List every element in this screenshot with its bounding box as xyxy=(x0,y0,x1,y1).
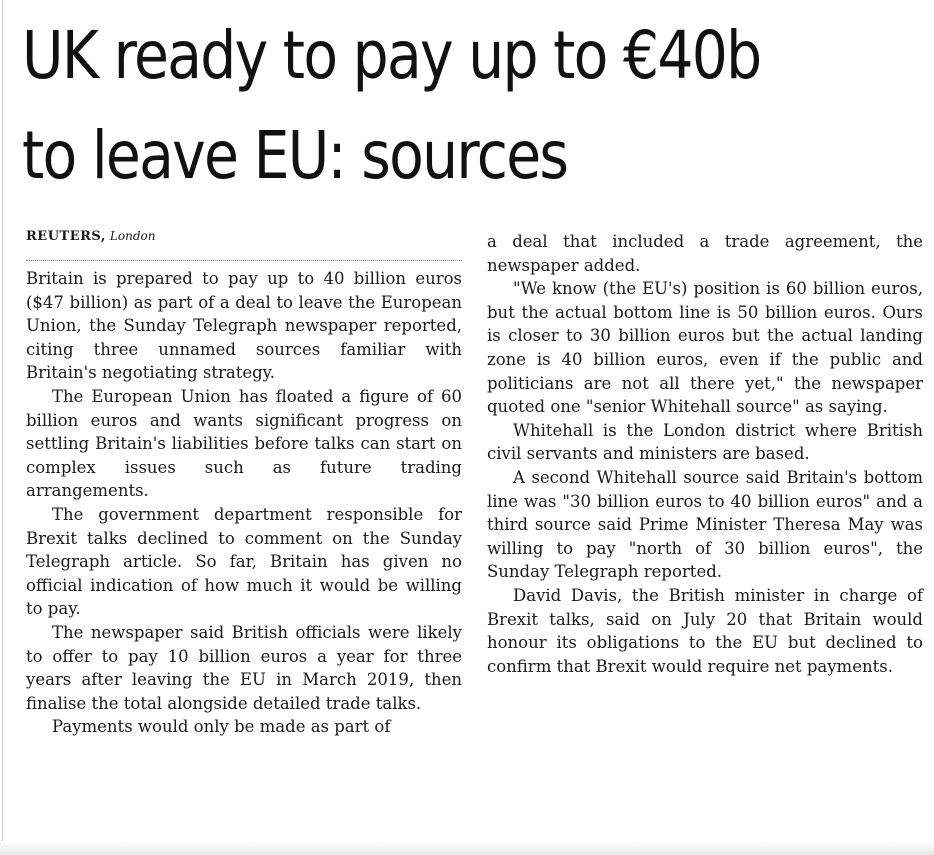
paragraph: Britain is prepared to pay up to 40 billion euros ($47 billion) as part of a deal to leave the European Union, the Sunday Telegraph newspaper reported, citing three unnamed sources familiar with Britain's negotiating strategy. xyxy=(26,269,462,383)
paragraph: David Davis, the British minister in charge of Brexit talks, said on July 20 that Britain would honour its obligations to the EU but declined to confirm that Brexit would require net payments. xyxy=(487,585,923,676)
paragraph: a deal that included a trade agreement, the newspaper added. xyxy=(487,232,923,275)
article-column-left xyxy=(26,226,462,739)
byline xyxy=(26,226,462,261)
headline-line-1: UK ready to pay up to €40b xyxy=(22,17,761,94)
paragraph: Whitehall is the London district where British civil servants and ministers are based. xyxy=(487,420,923,464)
headline xyxy=(22,6,796,206)
byline-location: London xyxy=(109,229,156,243)
paragraph: The European Union has floated a figure of 60 billion euros and wants significant progress on settling Britain's liabilities before talks can start on complex issues such as future trading arrangements. xyxy=(26,386,462,501)
paragraph: "We know (the EU's) position is 60 billion euros, but the actual bottom line is 50 billion euros. Ours is closer to 30 billion euros but the actual landing zone is 40 billion euros, even if the public and politicians are not all there yet," the newspaper quoted one "senior Whitehall source" as saying. xyxy=(487,279,923,417)
article-column-right xyxy=(487,230,923,678)
paragraph: A second Whitehall source said Britain's bottom line was "30 billion euros to 40 billion euros" and a third source said Prime Minister Theresa May was willing to pay "north of 30 billion euros", the Sunday Telegraph reported. xyxy=(487,467,923,582)
paragraph: The newspaper said British officials were likely to offer to pay 10 billion euros a year for three years after leaving the EU in March 2019, then finalise the total alongside detailed trade talks. xyxy=(26,622,462,713)
byline-agency: REUTERS, xyxy=(26,229,106,244)
paragraph: The government department responsible for Brexit talks declined to comment on the Sunday Telegraph article. So far, Britain has given no official indication of how much it would be willing to pay. xyxy=(26,504,462,619)
page-edge-rule xyxy=(2,0,3,855)
scan-bottom-shade xyxy=(0,841,934,855)
paragraph: Payments would only be made as part of xyxy=(52,717,391,737)
headline-line-2: to leave EU: sources xyxy=(22,117,568,194)
